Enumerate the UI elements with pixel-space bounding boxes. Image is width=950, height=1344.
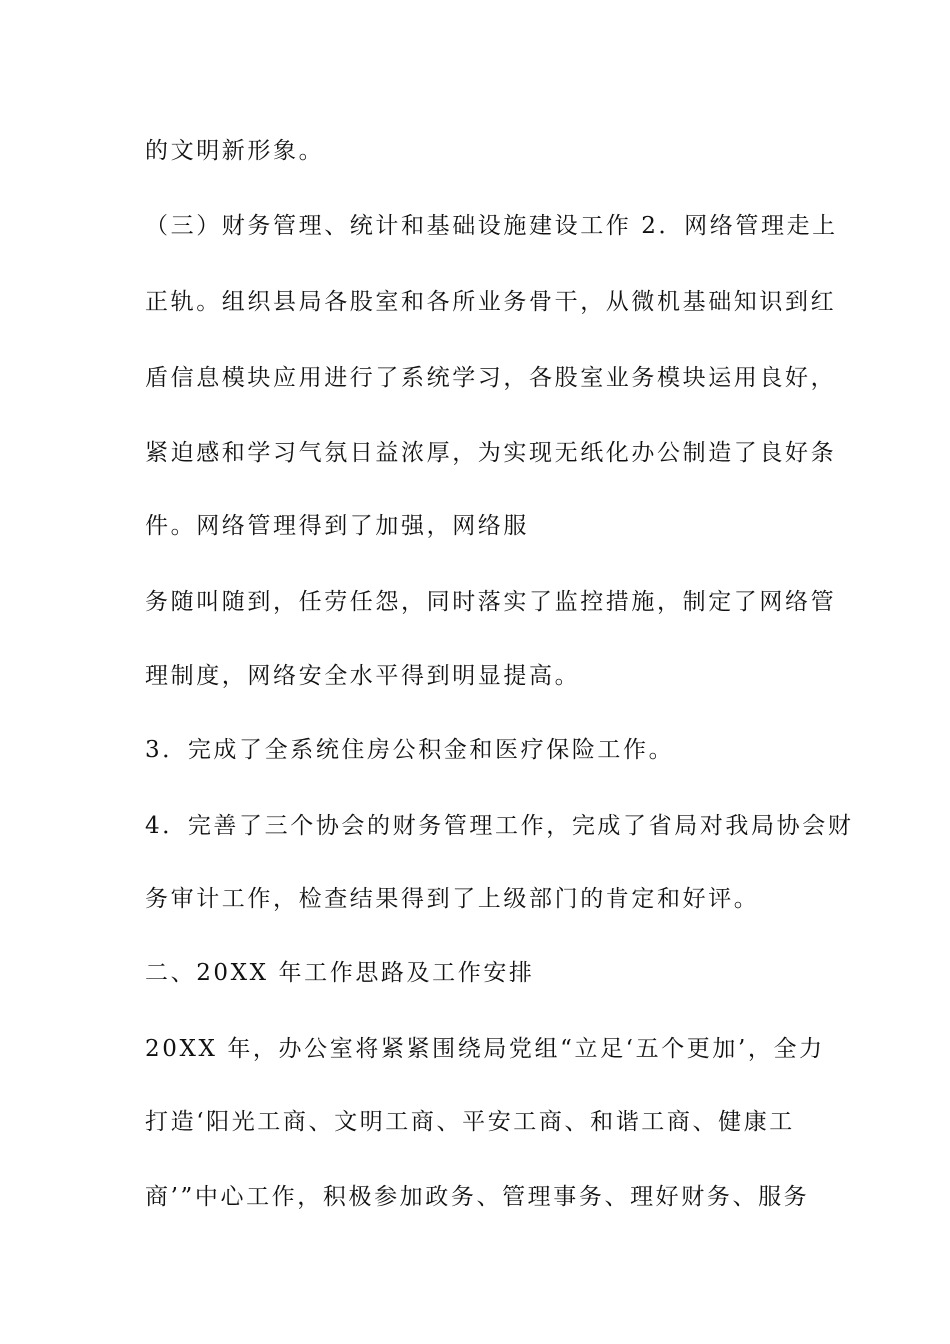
text-line: 正轨。组织县局各股室和各所业务骨干，从微机基础知识到红 bbox=[145, 289, 837, 315]
text-line: 紧迫感和学习气氛日益浓厚，为实现无纸化办公制造了良好条 bbox=[145, 440, 837, 466]
text-line: 3．完成了全系统住房公积金和医疗保险工作。 bbox=[145, 737, 675, 763]
text-line: 的文明新形象。 bbox=[145, 138, 325, 164]
text-line: 件。网络管理得到了加强，网络服 bbox=[145, 513, 529, 539]
section-heading: 二、20XX 年工作思路及工作安排 bbox=[145, 960, 535, 986]
text-line: 20XX 年，办公室将紧紧围绕局党组“立足‘五个更加’，全力 bbox=[145, 1036, 825, 1062]
text-line: 盾信息模块应用进行了系统学习，各股室业务模块运用良好， bbox=[145, 365, 837, 391]
text-line: （三）财务管理、统计和基础设施建设工作 2．网络管理走上 bbox=[145, 213, 838, 239]
text-line: 理制度，网络安全水平得到明显提高。 bbox=[145, 663, 581, 689]
text-line: 商’”中心工作，积极参加政务、管理事务、理好财务、服务 bbox=[145, 1184, 810, 1210]
text-line: 4．完善了三个协会的财务管理工作，完成了省局对我局协会财 bbox=[145, 813, 854, 839]
text-line: 务审计工作，检查结果得到了上级部门的肯定和好评。 bbox=[145, 886, 760, 912]
text-line: 打造‘阳光工商、文明工商、平安工商、和谐工商、健康工 bbox=[145, 1109, 795, 1135]
text-line: 务随叫随到，任劳任怨，同时落实了监控措施，制定了网络管 bbox=[145, 589, 837, 615]
